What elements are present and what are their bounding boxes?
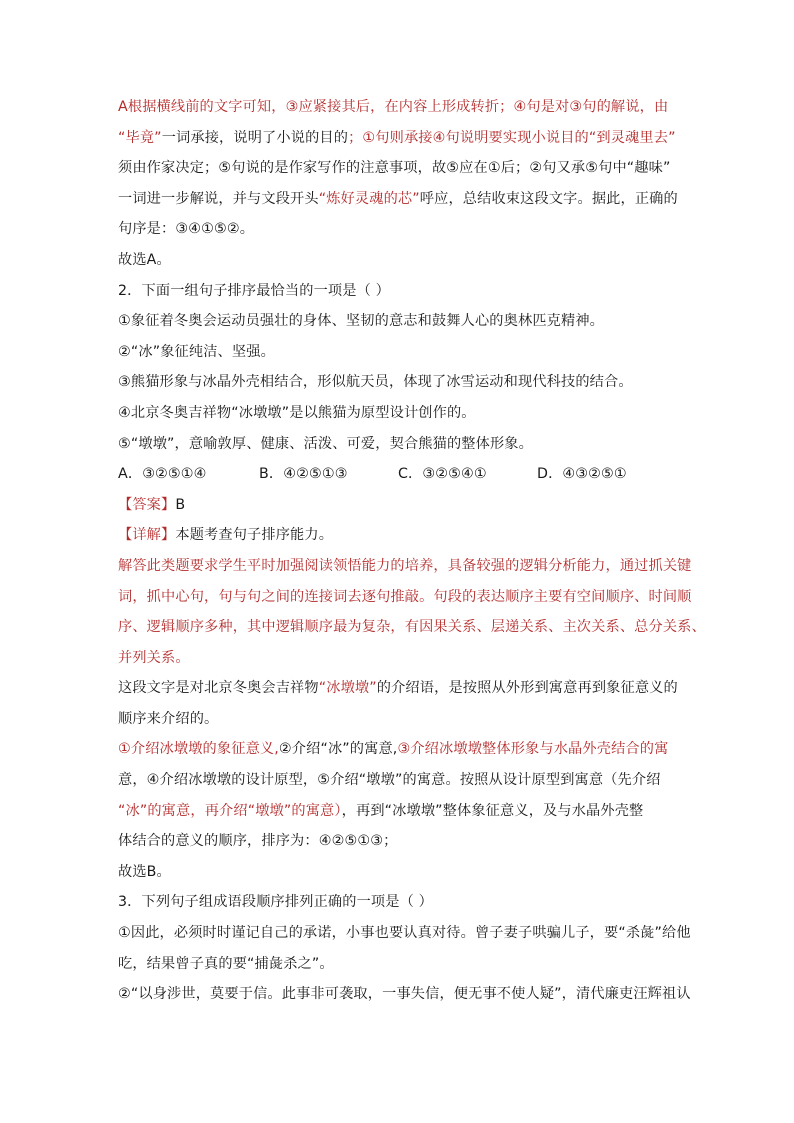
sentence-text: ⑤“墩墩”，意喻敦厚、健康、活泼、可爱，契合熊猫的整体形象。 xyxy=(118,435,533,452)
sentence-text: ①因此，必须时时谨记自己的承诺，小事也要认真对待。曾子妻子哄骗儿子，要“杀彘”给他 xyxy=(118,925,691,942)
explanation-line xyxy=(118,123,678,154)
question-stem xyxy=(118,276,678,307)
explanation-text: 句序是：③④①⑤②。 xyxy=(118,221,255,238)
explanation-text: 体结合的意义的顺序，排序为：④②⑤①③； xyxy=(118,833,398,850)
sentence-text: ②“以身涉世，莫要于信。此事非可袭取，一事失信，便无事不使人疑”，清代廉吏汪辉祖认 xyxy=(118,986,691,1003)
option-a: A．③②⑤①④ xyxy=(118,466,207,483)
detail-tag: 【详解】 xyxy=(118,527,176,544)
explanation-text: 一词进一步解说，并与文段开头 xyxy=(118,190,319,207)
explanation-text: ，再到“冰墩墩”整体象征意义，及与水晶外壳整 xyxy=(341,802,644,819)
document-page xyxy=(118,92,706,1010)
conclusion-text: 故选A。 xyxy=(118,251,171,268)
explanation-line xyxy=(118,826,678,857)
explanation-line xyxy=(118,704,678,735)
highlight-text: “炼好灵魂的芯” xyxy=(318,190,420,207)
detail-line xyxy=(118,520,678,551)
question-stem xyxy=(118,887,678,918)
option-c: C．③②⑤④① xyxy=(398,466,487,483)
detail-text: 本题考查句子排序能力。 xyxy=(175,527,334,544)
option-b: B．④②⑤①③ xyxy=(259,466,348,483)
explanation-line xyxy=(118,673,678,704)
highlight-text: ①介绍冰墩墩的象征意义, xyxy=(118,741,279,758)
explanation-line xyxy=(118,184,678,215)
sentence-item xyxy=(118,398,678,429)
explanation-line xyxy=(118,551,692,582)
explanation-text: 意，④介绍冰墩墩的设计原型，⑤介绍“墩墩”的寓意。按照从设计原型到寓意（先介绍 xyxy=(118,772,661,789)
sentence-item xyxy=(118,367,678,398)
explanation-text: A根据横线前的文字可知，③应紧接其后，在内容上形成转折；④句是对③句的解说，由 xyxy=(118,99,669,115)
explanation-text: 并列关系。 xyxy=(118,649,190,666)
explanation-text: 词，抓中心句，句与句之间的连接词去逐句推敲。句段的表达顺序主要有空间顺序、时间顺 xyxy=(118,588,692,605)
explanation-line xyxy=(118,153,678,184)
answer-options xyxy=(118,459,678,490)
answer-line xyxy=(118,490,678,521)
explanation-text: ②介绍“冰”的寓意, xyxy=(278,741,398,758)
explanation-text: 一词承接，说明了小说的目的 xyxy=(161,129,349,146)
option-d: D．④③②⑤① xyxy=(537,466,627,483)
explanation-line xyxy=(118,612,706,643)
explanation-line xyxy=(118,643,678,674)
conclusion-line xyxy=(118,245,678,276)
highlight-text: “冰墩墩” xyxy=(318,680,377,697)
explanation-line xyxy=(118,92,678,123)
sentence-text: ②“冰”象征纯洁、坚强。 xyxy=(118,343,275,360)
explanation-text: 序、逻辑顺序多种，其中逻辑顺序最为复杂，有因果关系、层递关系、主次关系、总分关系、 xyxy=(118,619,706,636)
question-stem-text: 2．下面一组句子排序最恰当的一项是（ ） xyxy=(118,282,390,299)
highlight-text: ；①句则承接④句说明要实现小说目的“到灵魂里去” xyxy=(348,129,676,146)
sentence-item xyxy=(118,306,678,337)
explanation-text: 的介绍语，是按照从外形到寓意再到象征意义的 xyxy=(376,680,678,697)
answer-tag: 【答案】 xyxy=(118,496,176,513)
conclusion-text: 故选B。 xyxy=(118,863,171,880)
sentence-text: ①象征着冬奥会运动员强壮的身体、坚韧的意志和鼓舞人心的奥林匹克精神。 xyxy=(118,313,605,330)
conclusion-line xyxy=(118,857,678,888)
question-stem-text: 3．下列句子组成语段顺序排列正确的一项是（ ） xyxy=(118,894,433,911)
explanation-text: 须由作家决定；⑤句说的是作家写作的注意事项，故⑤应在①后；②句又承⑤句中“趣味” xyxy=(118,160,671,177)
sentence-item xyxy=(118,337,678,368)
sentence-item xyxy=(118,918,691,949)
explanation-line xyxy=(118,214,678,245)
sentence-text: ③熊猫形象与冰晶外壳相结合，形似航天员，体现了冰雪运动和现代科技的结合。 xyxy=(118,374,633,391)
highlight-text: ③介绍冰墩墩整体形象与水晶外壳结合的寓 xyxy=(397,741,669,758)
sentence-text: ④北京冬奥吉祥物“冰墩墩”是以熊猫为原型设计创作的。 xyxy=(118,404,476,421)
sentence-item xyxy=(118,949,678,980)
sentence-text: 吃，结果曾子真的要“捕彘杀之”。 xyxy=(118,955,334,972)
explanation-line xyxy=(118,734,678,765)
explanation-line xyxy=(118,796,678,827)
highlight-text: “毕竟” xyxy=(118,129,162,146)
explanation-text: 解答此类题要求学生平时加强阅读领悟能力的培养，具备较强的逻辑分析能力，通过抓关键 xyxy=(118,557,692,574)
explanation-line xyxy=(118,765,678,796)
explanation-line xyxy=(118,582,692,613)
sentence-item xyxy=(118,979,691,1010)
highlight-text: “冰”的寓意，再介绍“墩墩”的寓意） xyxy=(118,802,342,819)
sentence-item xyxy=(118,429,678,460)
explanation-text: 这段文字是对北京冬奥会吉祥物 xyxy=(118,680,319,697)
answer-value: B xyxy=(175,496,186,513)
explanation-text: 顺序来介绍的。 xyxy=(118,710,219,727)
explanation-text: 呼应，总结收束这段文字。据此，正确的 xyxy=(419,190,678,207)
